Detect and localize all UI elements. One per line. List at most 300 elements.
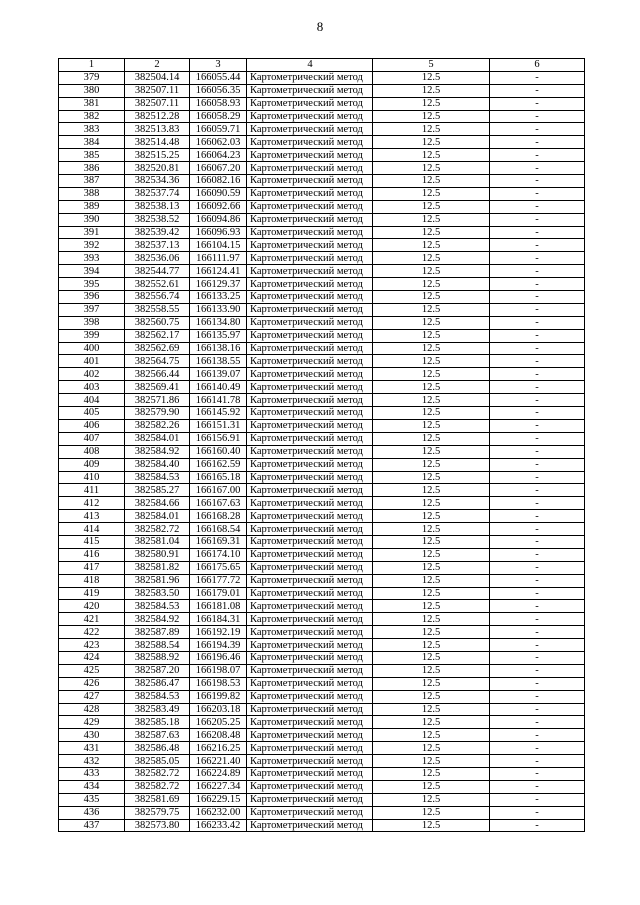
x-coordinate-cell: 382571.86 (125, 394, 190, 407)
method-cell: Картометрический метод (247, 213, 373, 226)
y-coordinate-cell: 166179.01 (190, 587, 247, 600)
table-row (59, 510, 585, 523)
accuracy-cell: 12.5 (373, 419, 490, 432)
y-coordinate-cell: 166056.35 (190, 84, 247, 97)
x-coordinate-cell: 382580.91 (125, 548, 190, 561)
x-coordinate-cell: 382515.25 (125, 149, 190, 162)
accuracy-cell: 12.5 (373, 561, 490, 574)
table-row (59, 793, 585, 806)
y-coordinate-cell: 166162.59 (190, 458, 247, 471)
y-coordinate-cell: 166168.54 (190, 523, 247, 536)
x-coordinate-cell: 382507.11 (125, 97, 190, 110)
y-coordinate-cell: 166160.40 (190, 445, 247, 458)
description-cell: - (490, 574, 585, 587)
table-row (59, 729, 585, 742)
x-coordinate-cell: 382569.41 (125, 381, 190, 394)
y-coordinate-cell: 166133.25 (190, 291, 247, 304)
method-cell: Картометрический метод (247, 497, 373, 510)
point-number-cell: 402 (59, 368, 125, 381)
y-coordinate-cell: 166198.53 (190, 677, 247, 690)
method-cell: Картометрический метод (247, 819, 373, 832)
y-coordinate-cell: 166194.39 (190, 639, 247, 652)
table-row (59, 806, 585, 819)
method-cell: Картометрический метод (247, 690, 373, 703)
table-row (59, 200, 585, 213)
method-cell: Картометрический метод (247, 84, 373, 97)
method-cell: Картометрический метод (247, 535, 373, 548)
description-cell: - (490, 445, 585, 458)
method-cell: Картометрический метод (247, 381, 373, 394)
point-number-cell: 394 (59, 265, 125, 278)
description-cell: - (490, 213, 585, 226)
accuracy-cell: 12.5 (373, 600, 490, 613)
x-coordinate-cell: 382587.20 (125, 664, 190, 677)
x-coordinate-cell: 382552.61 (125, 278, 190, 291)
table-row (59, 574, 585, 587)
x-coordinate-cell: 382584.53 (125, 690, 190, 703)
table-row (59, 458, 585, 471)
method-cell: Картометрический метод (247, 703, 373, 716)
y-coordinate-cell: 166133.90 (190, 303, 247, 316)
table-row (59, 265, 585, 278)
description-cell: - (490, 703, 585, 716)
x-coordinate-cell: 382537.74 (125, 187, 190, 200)
method-cell: Картометрический метод (247, 664, 373, 677)
accuracy-cell: 12.5 (373, 664, 490, 677)
table-row (59, 187, 585, 200)
method-cell: Картометрический метод (247, 239, 373, 252)
accuracy-cell: 12.5 (373, 71, 490, 84)
description-cell: - (490, 329, 585, 342)
column-header: 6 (490, 59, 585, 72)
x-coordinate-cell: 382584.92 (125, 445, 190, 458)
y-coordinate-cell: 166229.15 (190, 793, 247, 806)
coordinates-table (58, 58, 585, 832)
accuracy-cell: 12.5 (373, 291, 490, 304)
point-number-cell: 403 (59, 381, 125, 394)
x-coordinate-cell: 382537.13 (125, 239, 190, 252)
y-coordinate-cell: 166181.08 (190, 600, 247, 613)
accuracy-cell: 12.5 (373, 394, 490, 407)
method-cell: Картометрический метод (247, 716, 373, 729)
table-header-row (59, 59, 585, 72)
description-cell: - (490, 510, 585, 523)
description-cell: - (490, 716, 585, 729)
x-coordinate-cell: 382504.14 (125, 71, 190, 84)
x-coordinate-cell: 382584.01 (125, 432, 190, 445)
accuracy-cell: 12.5 (373, 626, 490, 639)
accuracy-cell: 12.5 (373, 574, 490, 587)
point-number-cell: 415 (59, 535, 125, 548)
accuracy-cell: 12.5 (373, 703, 490, 716)
y-coordinate-cell: 166156.91 (190, 432, 247, 445)
accuracy-cell: 12.5 (373, 535, 490, 548)
method-cell: Картометрический метод (247, 458, 373, 471)
point-number-cell: 399 (59, 329, 125, 342)
point-number-cell: 381 (59, 97, 125, 110)
point-number-cell: 437 (59, 819, 125, 832)
table-row (59, 342, 585, 355)
description-cell: - (490, 806, 585, 819)
method-cell: Картометрический метод (247, 639, 373, 652)
table-row (59, 278, 585, 291)
description-cell: - (490, 729, 585, 742)
method-cell: Картометрический метод (247, 523, 373, 536)
x-coordinate-cell: 382585.18 (125, 716, 190, 729)
method-cell: Картометрический метод (247, 355, 373, 368)
table-row (59, 291, 585, 304)
x-coordinate-cell: 382562.17 (125, 329, 190, 342)
y-coordinate-cell: 166232.00 (190, 806, 247, 819)
x-coordinate-cell: 382584.40 (125, 458, 190, 471)
x-coordinate-cell: 382514.48 (125, 136, 190, 149)
description-cell: - (490, 123, 585, 136)
x-coordinate-cell: 382507.11 (125, 84, 190, 97)
method-cell: Картометрический метод (247, 291, 373, 304)
table-row (59, 394, 585, 407)
x-coordinate-cell: 382558.55 (125, 303, 190, 316)
x-coordinate-cell: 382584.66 (125, 497, 190, 510)
method-cell: Картометрический метод (247, 780, 373, 793)
accuracy-cell: 12.5 (373, 523, 490, 536)
x-coordinate-cell: 382538.52 (125, 213, 190, 226)
point-number-cell: 404 (59, 394, 125, 407)
description-cell: - (490, 523, 585, 536)
table-row (59, 767, 585, 780)
description-cell: - (490, 819, 585, 832)
method-cell: Картометрический метод (247, 613, 373, 626)
point-number-cell: 389 (59, 200, 125, 213)
table-row (59, 471, 585, 484)
table-row (59, 780, 585, 793)
description-cell: - (490, 303, 585, 316)
point-number-cell: 430 (59, 729, 125, 742)
table-row (59, 213, 585, 226)
accuracy-cell: 12.5 (373, 806, 490, 819)
description-cell: - (490, 381, 585, 394)
x-coordinate-cell: 382584.01 (125, 510, 190, 523)
table-row (59, 407, 585, 420)
y-coordinate-cell: 166138.16 (190, 342, 247, 355)
accuracy-cell: 12.5 (373, 342, 490, 355)
table-row (59, 162, 585, 175)
accuracy-cell: 12.5 (373, 819, 490, 832)
accuracy-cell: 12.5 (373, 755, 490, 768)
description-cell: - (490, 291, 585, 304)
accuracy-cell: 12.5 (373, 767, 490, 780)
x-coordinate-cell: 382584.53 (125, 471, 190, 484)
description-cell: - (490, 742, 585, 755)
x-coordinate-cell: 382588.54 (125, 639, 190, 652)
table-row (59, 445, 585, 458)
accuracy-cell: 12.5 (373, 445, 490, 458)
accuracy-cell: 12.5 (373, 97, 490, 110)
y-coordinate-cell: 166233.42 (190, 819, 247, 832)
accuracy-cell: 12.5 (373, 587, 490, 600)
description-cell: - (490, 639, 585, 652)
point-number-cell: 387 (59, 175, 125, 188)
table-row (59, 175, 585, 188)
table-row (59, 252, 585, 265)
method-cell: Картометрический метод (247, 316, 373, 329)
accuracy-cell: 12.5 (373, 278, 490, 291)
method-cell: Картометрический метод (247, 226, 373, 239)
x-coordinate-cell: 382586.47 (125, 677, 190, 690)
method-cell: Картометрический метод (247, 71, 373, 84)
accuracy-cell: 12.5 (373, 780, 490, 793)
method-cell: Картометрический метод (247, 484, 373, 497)
x-coordinate-cell: 382544.77 (125, 265, 190, 278)
description-cell: - (490, 187, 585, 200)
method-cell: Картометрический метод (247, 187, 373, 200)
description-cell: - (490, 200, 585, 213)
y-coordinate-cell: 166175.65 (190, 561, 247, 574)
method-cell: Картометрический метод (247, 742, 373, 755)
point-number-cell: 398 (59, 316, 125, 329)
point-number-cell: 391 (59, 226, 125, 239)
point-number-cell: 396 (59, 291, 125, 304)
description-cell: - (490, 71, 585, 84)
point-number-cell: 383 (59, 123, 125, 136)
description-cell: - (490, 226, 585, 239)
x-coordinate-cell: 382581.04 (125, 535, 190, 548)
point-number-cell: 382 (59, 110, 125, 123)
x-coordinate-cell: 382513.83 (125, 123, 190, 136)
y-coordinate-cell: 166167.00 (190, 484, 247, 497)
accuracy-cell: 12.5 (373, 548, 490, 561)
table-row (59, 97, 585, 110)
x-coordinate-cell: 382512.28 (125, 110, 190, 123)
method-cell: Картометрический метод (247, 729, 373, 742)
y-coordinate-cell: 166055.44 (190, 71, 247, 84)
x-coordinate-cell: 382582.72 (125, 523, 190, 536)
accuracy-cell: 12.5 (373, 187, 490, 200)
y-coordinate-cell: 166165.18 (190, 471, 247, 484)
table-row (59, 123, 585, 136)
description-cell: - (490, 651, 585, 664)
point-number-cell: 434 (59, 780, 125, 793)
table-row (59, 535, 585, 548)
y-coordinate-cell: 166082.16 (190, 175, 247, 188)
description-cell: - (490, 767, 585, 780)
x-coordinate-cell: 382520.81 (125, 162, 190, 175)
method-cell: Картометрический метод (247, 793, 373, 806)
description-cell: - (490, 419, 585, 432)
x-coordinate-cell: 382585.27 (125, 484, 190, 497)
table-row (59, 381, 585, 394)
point-number-cell: 420 (59, 600, 125, 613)
table-row (59, 432, 585, 445)
method-cell: Картометрический метод (247, 278, 373, 291)
accuracy-cell: 12.5 (373, 200, 490, 213)
point-number-cell: 418 (59, 574, 125, 587)
table-row (59, 84, 585, 97)
x-coordinate-cell: 382560.75 (125, 316, 190, 329)
point-number-cell: 424 (59, 651, 125, 664)
point-number-cell: 412 (59, 497, 125, 510)
table-row (59, 626, 585, 639)
description-cell: - (490, 535, 585, 548)
x-coordinate-cell: 382584.53 (125, 600, 190, 613)
table-row (59, 677, 585, 690)
description-cell: - (490, 677, 585, 690)
y-coordinate-cell: 166129.37 (190, 278, 247, 291)
description-cell: - (490, 613, 585, 626)
point-number-cell: 423 (59, 639, 125, 652)
point-number-cell: 406 (59, 419, 125, 432)
method-cell: Картометрический метод (247, 149, 373, 162)
x-coordinate-cell: 382582.26 (125, 419, 190, 432)
point-number-cell: 400 (59, 342, 125, 355)
point-number-cell: 417 (59, 561, 125, 574)
accuracy-cell: 12.5 (373, 729, 490, 742)
x-coordinate-cell: 382556.74 (125, 291, 190, 304)
description-cell: - (490, 626, 585, 639)
description-cell: - (490, 561, 585, 574)
table-row (59, 690, 585, 703)
method-cell: Картометрический метод (247, 329, 373, 342)
description-cell: - (490, 664, 585, 677)
y-coordinate-cell: 166177.72 (190, 574, 247, 587)
point-number-cell: 390 (59, 213, 125, 226)
y-coordinate-cell: 166140.49 (190, 381, 247, 394)
y-coordinate-cell: 166168.28 (190, 510, 247, 523)
x-coordinate-cell: 382587.89 (125, 626, 190, 639)
accuracy-cell: 12.5 (373, 432, 490, 445)
table-row (59, 703, 585, 716)
point-number-cell: 409 (59, 458, 125, 471)
accuracy-cell: 12.5 (373, 639, 490, 652)
accuracy-cell: 12.5 (373, 690, 490, 703)
point-number-cell: 397 (59, 303, 125, 316)
x-coordinate-cell: 382582.72 (125, 767, 190, 780)
accuracy-cell: 12.5 (373, 716, 490, 729)
y-coordinate-cell: 166145.92 (190, 407, 247, 420)
table-row (59, 664, 585, 677)
method-cell: Картометрический метод (247, 97, 373, 110)
accuracy-cell: 12.5 (373, 123, 490, 136)
description-cell: - (490, 149, 585, 162)
description-cell: - (490, 162, 585, 175)
table-row (59, 226, 585, 239)
point-number-cell: 429 (59, 716, 125, 729)
method-cell: Картометрический метод (247, 136, 373, 149)
table-row (59, 368, 585, 381)
method-cell: Картометрический метод (247, 587, 373, 600)
table-row (59, 136, 585, 149)
table-row (59, 651, 585, 664)
y-coordinate-cell: 166094.86 (190, 213, 247, 226)
method-cell: Картометрический метод (247, 162, 373, 175)
column-header: 1 (59, 59, 125, 72)
accuracy-cell: 12.5 (373, 213, 490, 226)
description-cell: - (490, 97, 585, 110)
table-row (59, 819, 585, 832)
point-number-cell: 427 (59, 690, 125, 703)
table-row (59, 561, 585, 574)
accuracy-cell: 12.5 (373, 84, 490, 97)
description-cell: - (490, 316, 585, 329)
y-coordinate-cell: 166067.20 (190, 162, 247, 175)
table-row (59, 587, 585, 600)
table-row (59, 484, 585, 497)
point-number-cell: 433 (59, 767, 125, 780)
table-row (59, 329, 585, 342)
method-cell: Картометрический метод (247, 574, 373, 587)
description-cell: - (490, 755, 585, 768)
accuracy-cell: 12.5 (373, 316, 490, 329)
accuracy-cell: 12.5 (373, 329, 490, 342)
accuracy-cell: 12.5 (373, 226, 490, 239)
y-coordinate-cell: 166124.41 (190, 265, 247, 278)
accuracy-cell: 12.5 (373, 162, 490, 175)
y-coordinate-cell: 166058.29 (190, 110, 247, 123)
y-coordinate-cell: 166224.89 (190, 767, 247, 780)
description-cell: - (490, 252, 585, 265)
point-number-cell: 393 (59, 252, 125, 265)
accuracy-cell: 12.5 (373, 355, 490, 368)
x-coordinate-cell: 382581.96 (125, 574, 190, 587)
description-cell: - (490, 110, 585, 123)
description-cell: - (490, 368, 585, 381)
x-coordinate-cell: 382566.44 (125, 368, 190, 381)
x-coordinate-cell: 382581.82 (125, 561, 190, 574)
accuracy-cell: 12.5 (373, 303, 490, 316)
x-coordinate-cell: 382584.92 (125, 613, 190, 626)
x-coordinate-cell: 382583.50 (125, 587, 190, 600)
y-coordinate-cell: 166135.97 (190, 329, 247, 342)
column-header: 5 (373, 59, 490, 72)
x-coordinate-cell: 382588.92 (125, 651, 190, 664)
column-header: 2 (125, 59, 190, 72)
description-cell: - (490, 548, 585, 561)
y-coordinate-cell: 166199.82 (190, 690, 247, 703)
page-number: 8 (316, 19, 324, 34)
table-row (59, 600, 585, 613)
table-row (59, 497, 585, 510)
description-cell: - (490, 497, 585, 510)
y-coordinate-cell: 166227.34 (190, 780, 247, 793)
method-cell: Картометрический метод (247, 110, 373, 123)
point-number-cell: 431 (59, 742, 125, 755)
x-coordinate-cell: 382585.05 (125, 755, 190, 768)
method-cell: Картометрический метод (247, 626, 373, 639)
accuracy-cell: 12.5 (373, 136, 490, 149)
description-cell: - (490, 239, 585, 252)
table-row (59, 149, 585, 162)
point-number-cell: 416 (59, 548, 125, 561)
point-number-cell: 386 (59, 162, 125, 175)
table-row (59, 316, 585, 329)
x-coordinate-cell: 382586.48 (125, 742, 190, 755)
column-header: 4 (247, 59, 373, 72)
method-cell: Картометрический метод (247, 368, 373, 381)
y-coordinate-cell: 166096.93 (190, 226, 247, 239)
method-cell: Картометрический метод (247, 407, 373, 420)
table-row (59, 613, 585, 626)
accuracy-cell: 12.5 (373, 368, 490, 381)
y-coordinate-cell: 166062.03 (190, 136, 247, 149)
y-coordinate-cell: 166184.31 (190, 613, 247, 626)
method-cell: Картометрический метод (247, 303, 373, 316)
method-cell: Картометрический метод (247, 561, 373, 574)
y-coordinate-cell: 166139.07 (190, 368, 247, 381)
accuracy-cell: 12.5 (373, 510, 490, 523)
x-coordinate-cell: 382583.49 (125, 703, 190, 716)
y-coordinate-cell: 166174.10 (190, 548, 247, 561)
accuracy-cell: 12.5 (373, 149, 490, 162)
method-cell: Картометрический метод (247, 806, 373, 819)
